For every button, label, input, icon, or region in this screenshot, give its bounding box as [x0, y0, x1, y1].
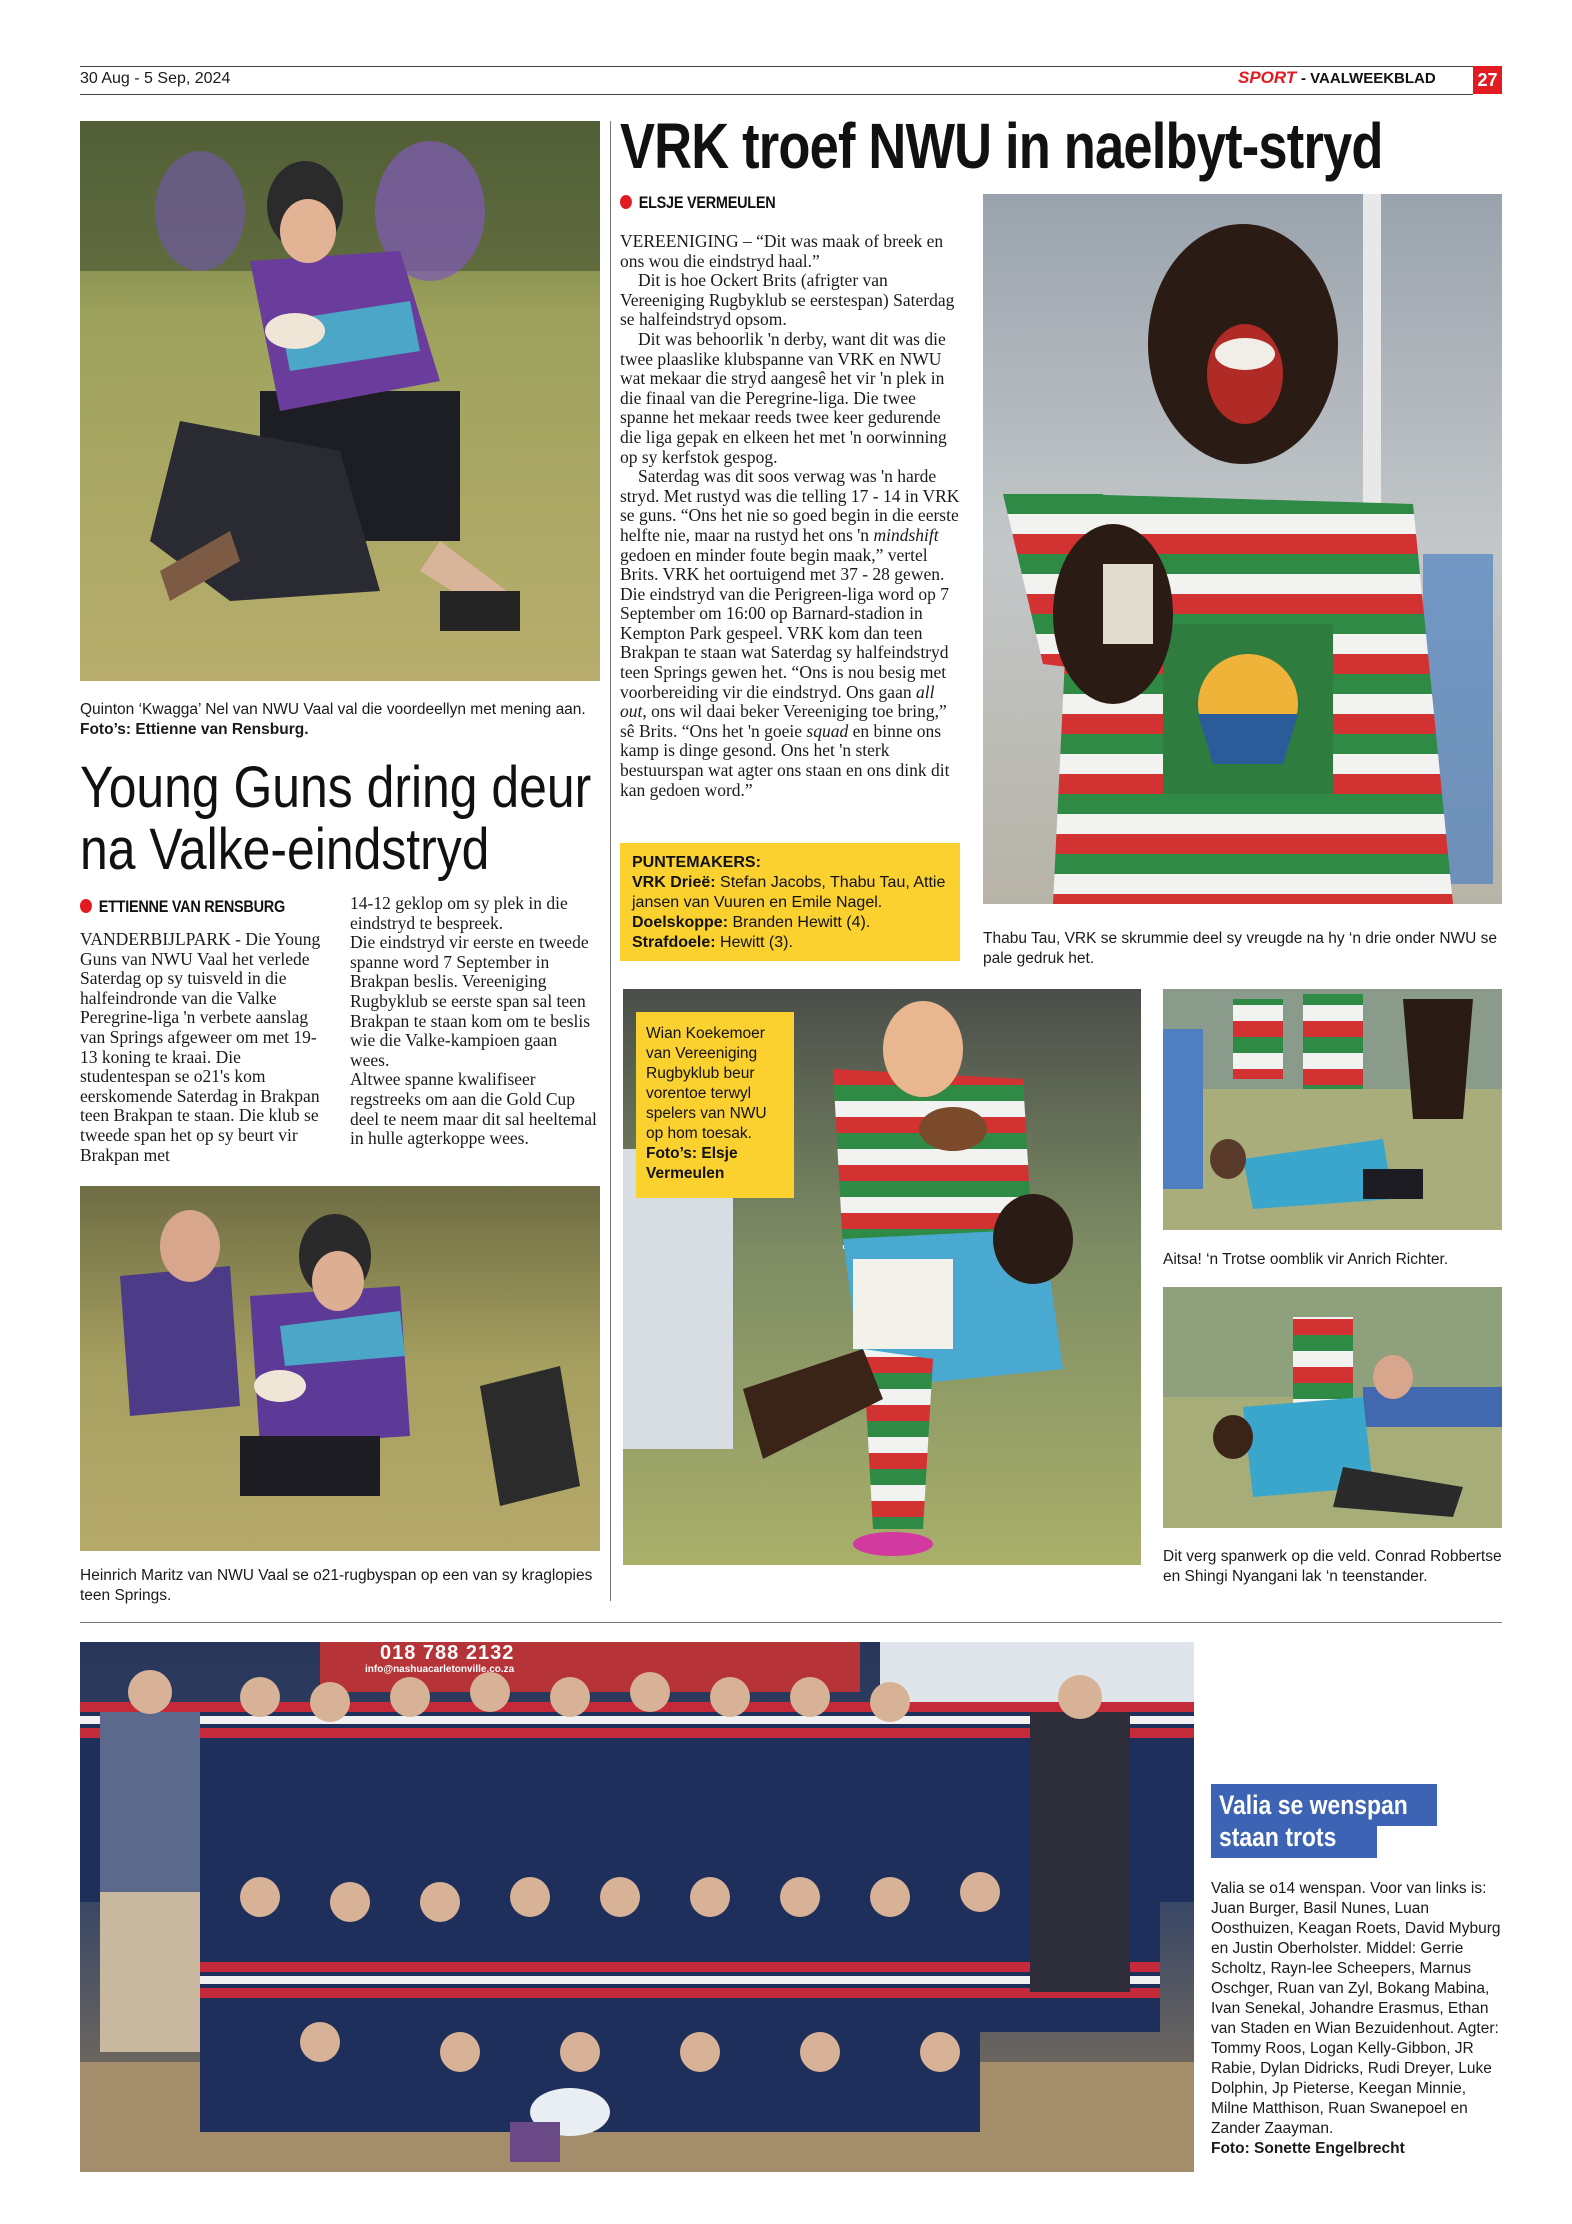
left-headline-line1: Young Guns dring deur [80, 755, 592, 820]
team-caption-text: Valia se o14 wenspan. Voor van links is: Juan Burger, Basil Nunes, Luan Oosthuizen, Keagan Roets, David Myburg en Justin Oberholster. Middel: Gerrie Scholtz, Rayn-lee Scheepers, Marnus Oschger, Ruan van Zyl, Bokang Mabina, Ivan Senekal, Johandre Erasmus, Ethan van Staden en Wian Bezuidenhout. Agter: Tommy Roos, Logan Kelly-Gibbon, JR Rabie, Dylan Didricks, Rudi Dreyer, Luke Dolphin, Jp Pieterse, Keegan Minnie, Milne Matthison, Ruan Swanepoel en Zander Zaayman. [1211, 1880, 1501, 2137]
team-caption-credit: Foto: Sonette Engelbrecht [1211, 2140, 1405, 2157]
bullet-dot-icon [80, 899, 92, 913]
banner-phone: 018 788 2132 [380, 1642, 515, 1664]
column-divider [610, 121, 611, 1601]
scorers-body [632, 873, 948, 953]
header-rule-top [80, 66, 1502, 67]
left-article-col1 [80, 930, 330, 1165]
caption-photo1-text: Quinton ‘Kwagga’ Nel van NWU Vaal val die voordeellyn met mening aan. [80, 701, 586, 718]
photo-anrich-richter [1163, 989, 1502, 1230]
section-divider [80, 1622, 1502, 1623]
main-byline [620, 193, 775, 213]
scorers-box [620, 843, 960, 961]
scorers-conv: Branden Hewitt (4). [732, 914, 871, 931]
caption-photo5: Aitsa! ‘n Trotse oomblik vir Anrich Richter. [1163, 1251, 1449, 1268]
banner-email: info@nashuacarletonville.co.za [365, 1664, 515, 1675]
main-headline: VRK troef NWU in naelbyt-stryd [620, 110, 1383, 182]
team-caption [1211, 1879, 1502, 2159]
section-sport: SPORT [1238, 68, 1297, 87]
left-col1-text: VANDERBIJLPARK - Die Young Guns van NWU Vaal het verlede Saterdag op sy tuisveld in die halfeindronde van die Valke Peregrine-liga 'n verbete aanslag van Springs afgeweer om met 19-13 koning te kraai. Die studentespan se o21's kom eerskomende Saterdag in Brakpan teen Brakpan te staan. Die klub se tweede span het op sy beurt vir Brakpan met [80, 929, 321, 1165]
team-title-line2: staan trots [1219, 1822, 1337, 1852]
scorers-pen: Hewitt (3). [720, 934, 793, 951]
main-para-4-b: gedoen en minder foute begin maak,” vertel Brits. VRK het oortuigend met 37 - 28 gewen. Die eindstryd van die Perigreen-liga word op 7 September om 16:00 op Barnard-stadion in Kempton Park gespeel. VRK kom dan teen Brakpan te staan wat Saterdag sy halfeindstryd teen Springs gewen het. “Ons is nou besig met voorbereiding vir die eindstryd. Ons gaan [620, 544, 950, 702]
main-para-2: Dit is hoe Ockert Brits (afrigter van Vereeniging Rugbyklub se eerstespan) Saterdag se halfeindstryd opsom. [620, 270, 955, 330]
team-title-box2 [1211, 1820, 1377, 1858]
left-headline-line2: na Valke-eindstryd [80, 817, 490, 882]
left-col2-para3: Altwee spanne kwalifiseer regstreeks om aan die Gold Cup deel te neem maar dit sal heeltemal in hulle agterkoppe wees. [350, 1069, 597, 1149]
scorers-title: PUNTEMAKERS: [632, 854, 761, 871]
main-para-4-italic3: squad [806, 720, 849, 741]
main-article-body [620, 232, 960, 800]
main-para-4-italic1: mindshift [873, 524, 939, 545]
left-col2-para1: 14-12 geklop om sy plek in die eindstryd te bespreek. [350, 893, 568, 933]
main-para-4-c: , ons wil daai beker Vereeniging toe bring,” sê Brits. “Ons het 'n goeie [620, 701, 947, 741]
left-headline [80, 755, 592, 882]
left-article-col2 [350, 894, 600, 1149]
main-para-4-d: en binne ons kamp is dinge gesond. Ons het 'n sterk bestuurspan wat agter ons staan en ons dink dit kan gedoen word.” [620, 720, 950, 800]
caption-photo1 [80, 700, 600, 740]
left-byline-text: ETTIENNE VAN RENSBURG [98, 897, 285, 916]
header-rule-bottom [80, 94, 1473, 95]
caption-photo6: Dit verg spanwerk op die veld. Conrad Robbertse en Shingi Nyangani lak ‘n teenstander. [1163, 1548, 1502, 1585]
left-col2-para2: Die eindstryd vir eerste en tweede spanne word 7 September in Brakpan beslis. Vereeniging Rugbyklub se eerste span sal teen Brakpan te staan kom om te beslis wie die Valke-kampioen gaan wees. [350, 932, 591, 1070]
caption-photo3: Thabu Tau, VRK se skrummie deel sy vreugde na hy ‘n drie onder NWU se pale gedruk het. [983, 930, 1498, 967]
section-label [1238, 68, 1436, 88]
page-number: 27 [1473, 66, 1502, 94]
caption-photo4-box [636, 1012, 794, 1198]
main-para-3: Dit was behoorlik 'n derby, want dit was die twee plaaslike klubspanne van VRK en NWU wat mekaar die stryd aangesê het vir 'n plek in die finaal van die Peregrine-liga. Die twee spanne het mekaar reeds twee keer gedurende die liga gepak en elkeen het met 'n oorwinning op sy kerfstok gespog. [620, 328, 947, 467]
caption-photo4-credit: Foto’s: Elsje Vermeulen [646, 1145, 738, 1182]
main-para-4-italic2: all out [620, 681, 935, 722]
main-para-4 [620, 467, 960, 800]
main-para-4-a: Saterdag was dit soos verwag was 'n harde stryd. Met rustyd was die telling 17 - 14 in VRK se guns. “Ons het nie so goed begin in die eerste helfte nie, maar na rustyd het ons 'n [620, 466, 960, 545]
issue-date: 30 Aug - 5 Sep, 2024 [80, 70, 231, 87]
caption-photo4-text: Wian Koekemoer van Vereeniging Rugbyklub beur vorentoe terwyl spelers van NWU op hom toesak. [646, 1025, 767, 1142]
section-paper: - VAALWEEKBLAD [1301, 70, 1436, 87]
scorers-label-tries: VRK Drieë: [632, 874, 716, 891]
team-title-line1: Valia se wenspan [1219, 1790, 1408, 1820]
bullet-dot-icon [620, 195, 632, 209]
photo-valia-team [80, 1642, 1194, 2172]
photo-spanwerk [1163, 1287, 1502, 1528]
left-byline [80, 897, 285, 917]
photo-thabu-tau [983, 194, 1502, 904]
caption-photo2: Heinrich Maritz van NWU Vaal se o21-rugbyspan op een van sy kraglopies teen Springs. [80, 1567, 593, 1604]
scorers-label-conv: Doelskoppe: [632, 914, 729, 931]
photo-heinrich-maritz [80, 1186, 600, 1551]
scorers-label-pen: Strafdoele: [632, 934, 716, 951]
main-byline-text: ELSJE VERMEULEN [638, 193, 776, 212]
main-para-1: VEREENIGING – “Dit was maak of breek en ons wou die eindstryd haal.” [620, 231, 944, 271]
photo-kwagga-nel [80, 121, 600, 681]
caption-photo1-credit: Foto’s: Ettienne van Rensburg. [80, 721, 309, 738]
scorers-tries: Stefan Jacobs, Thabu Tau, Attie jansen van Vuuren en Emile Nagel. [632, 874, 946, 911]
